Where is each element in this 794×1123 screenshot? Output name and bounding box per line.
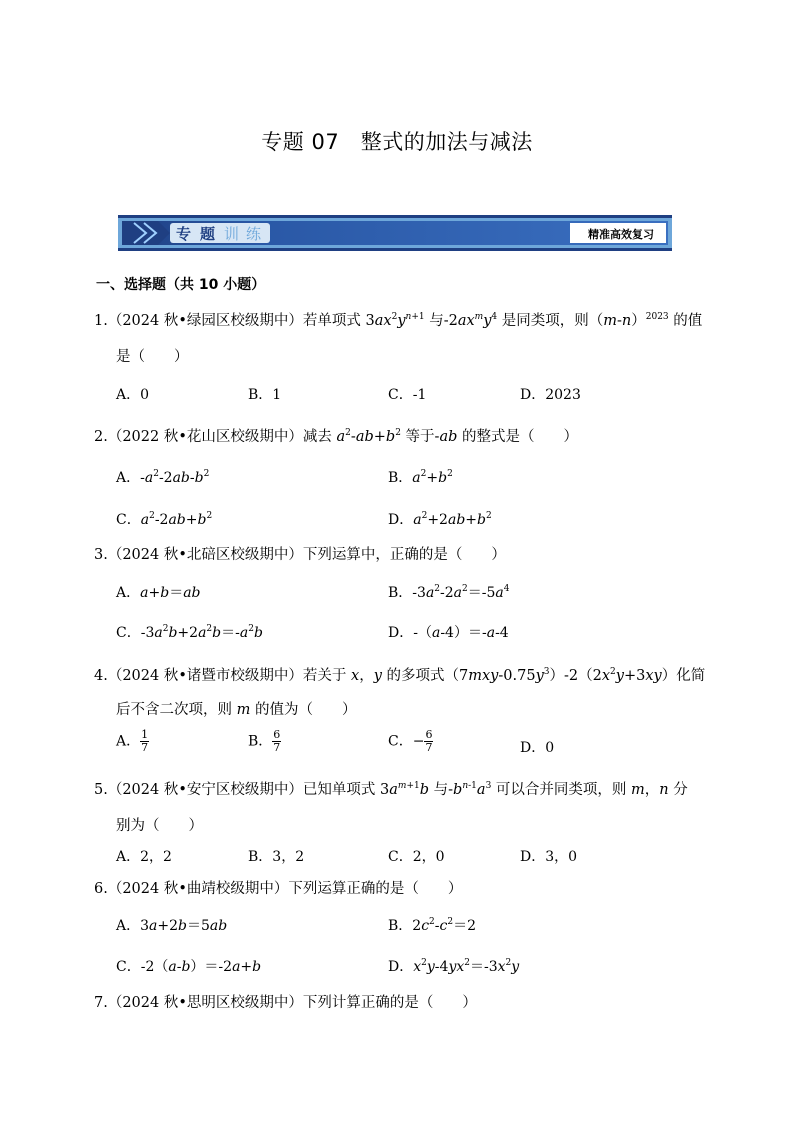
- q3-option-a[interactable]: A．a+b＝ab: [116, 585, 201, 601]
- question-4: 4.（2024 秋•诸暨市校级期中）若关于 x，y 的多项式$(7mxy-0.75y^3)-2(2x^2y+3xy)$化简: [94, 667, 706, 684]
- question-1-line2: 是（ ）: [116, 349, 189, 365]
- section-banner: [118, 215, 672, 251]
- question-2: 2.（2022 秋•花山区校级期中）减去 $a^2-ab+b^2$ 等于-ab 的整式是（ ）: [94, 428, 578, 445]
- q5-option-c[interactable]: C．2，0: [388, 849, 445, 865]
- question-3: 3.（2024 秋•北碚区校级期中）下列运算中，正确的是（ ）: [94, 547, 506, 563]
- banner-char-1: 专: [176, 225, 192, 243]
- q6-option-b[interactable]: B．$2c^2-c^2=2$: [388, 917, 477, 934]
- q4-option-b[interactable]: B． $\frac{6}{7}$: [248, 728, 281, 754]
- q1-option-a[interactable]: A．0: [116, 387, 150, 403]
- q1-option-c[interactable]: C．-1: [388, 387, 427, 403]
- q6-option-a[interactable]: A．3a+2b＝5ab: [116, 918, 228, 934]
- q2-option-d[interactable]: D．$a^2+2ab+b^2$: [388, 511, 492, 528]
- q2-option-c[interactable]: C．$a^2-2ab+b^2$: [116, 511, 213, 528]
- question-5-line2: 别为（ ）: [116, 818, 203, 834]
- question-4-line2: 后不含二次项，则 m 的值为（ ）: [116, 702, 357, 718]
- q6-option-c[interactable]: C．-2（a-b）＝-2a+b: [116, 959, 262, 975]
- q3-option-c[interactable]: C．$-3a^2b+2a^2b=-a^2b$: [116, 624, 263, 641]
- q4-option-a[interactable]: A． $\frac{1}{7}$: [116, 728, 149, 754]
- section-heading: 一、选择题（共 10 小题）: [96, 277, 266, 293]
- question-5: 5.（2024 秋•安宁区校级期中）已知单项式 $3a^{m+1}b$ 与$-b^{n-1}a^3$ 可以合并同类项，则 m，n 分: [94, 781, 688, 798]
- q5-option-a[interactable]: A．2，2: [116, 849, 172, 865]
- q2-option-a[interactable]: A．$-a^2-2ab-b^2$: [116, 469, 210, 486]
- q5-option-d[interactable]: D．3，0: [520, 849, 578, 865]
- q3-option-d[interactable]: D．-（a-4）＝-a-4: [388, 625, 509, 641]
- banner-right-label: 精准高效复习: [588, 228, 654, 241]
- q1-option-d[interactable]: D．2023: [520, 387, 581, 403]
- banner-char-3: 训: [224, 225, 240, 243]
- q5-option-b[interactable]: B．3，2: [248, 849, 305, 865]
- q4-option-d[interactable]: D．0: [520, 740, 555, 756]
- question-6: 6.（2024 秋•曲靖校级期中）下列运算正确的是（ ）: [94, 881, 463, 897]
- question-7: 7.（2024 秋•思明区校级期中）下列计算正确的是（ ）: [94, 995, 477, 1011]
- q4-option-c[interactable]: C．− $\frac{6}{7}$: [388, 728, 433, 754]
- q3-option-b[interactable]: B．$-3a^2-2a^2=-5a^4$: [388, 584, 510, 601]
- banner-char-2: 题: [200, 225, 216, 243]
- q1-option-b[interactable]: B．1: [248, 387, 282, 403]
- q2-option-b[interactable]: B．$a^2+b^2$: [388, 469, 453, 486]
- banner-char-4: 练: [246, 225, 262, 243]
- page-title: 专题 07 整式的加法与减法: [261, 130, 533, 154]
- q6-option-d[interactable]: D．$x^2y-4yx^2=-3x^2y$: [388, 958, 520, 975]
- question-1: 1.（2024 秋•绿园区校级期中）若单项式 $3ax^2y^{n+1}$ 与$-2ax^my^4$ 是同类项，则$(m-n)^{2023}$ 的值: [94, 312, 703, 329]
